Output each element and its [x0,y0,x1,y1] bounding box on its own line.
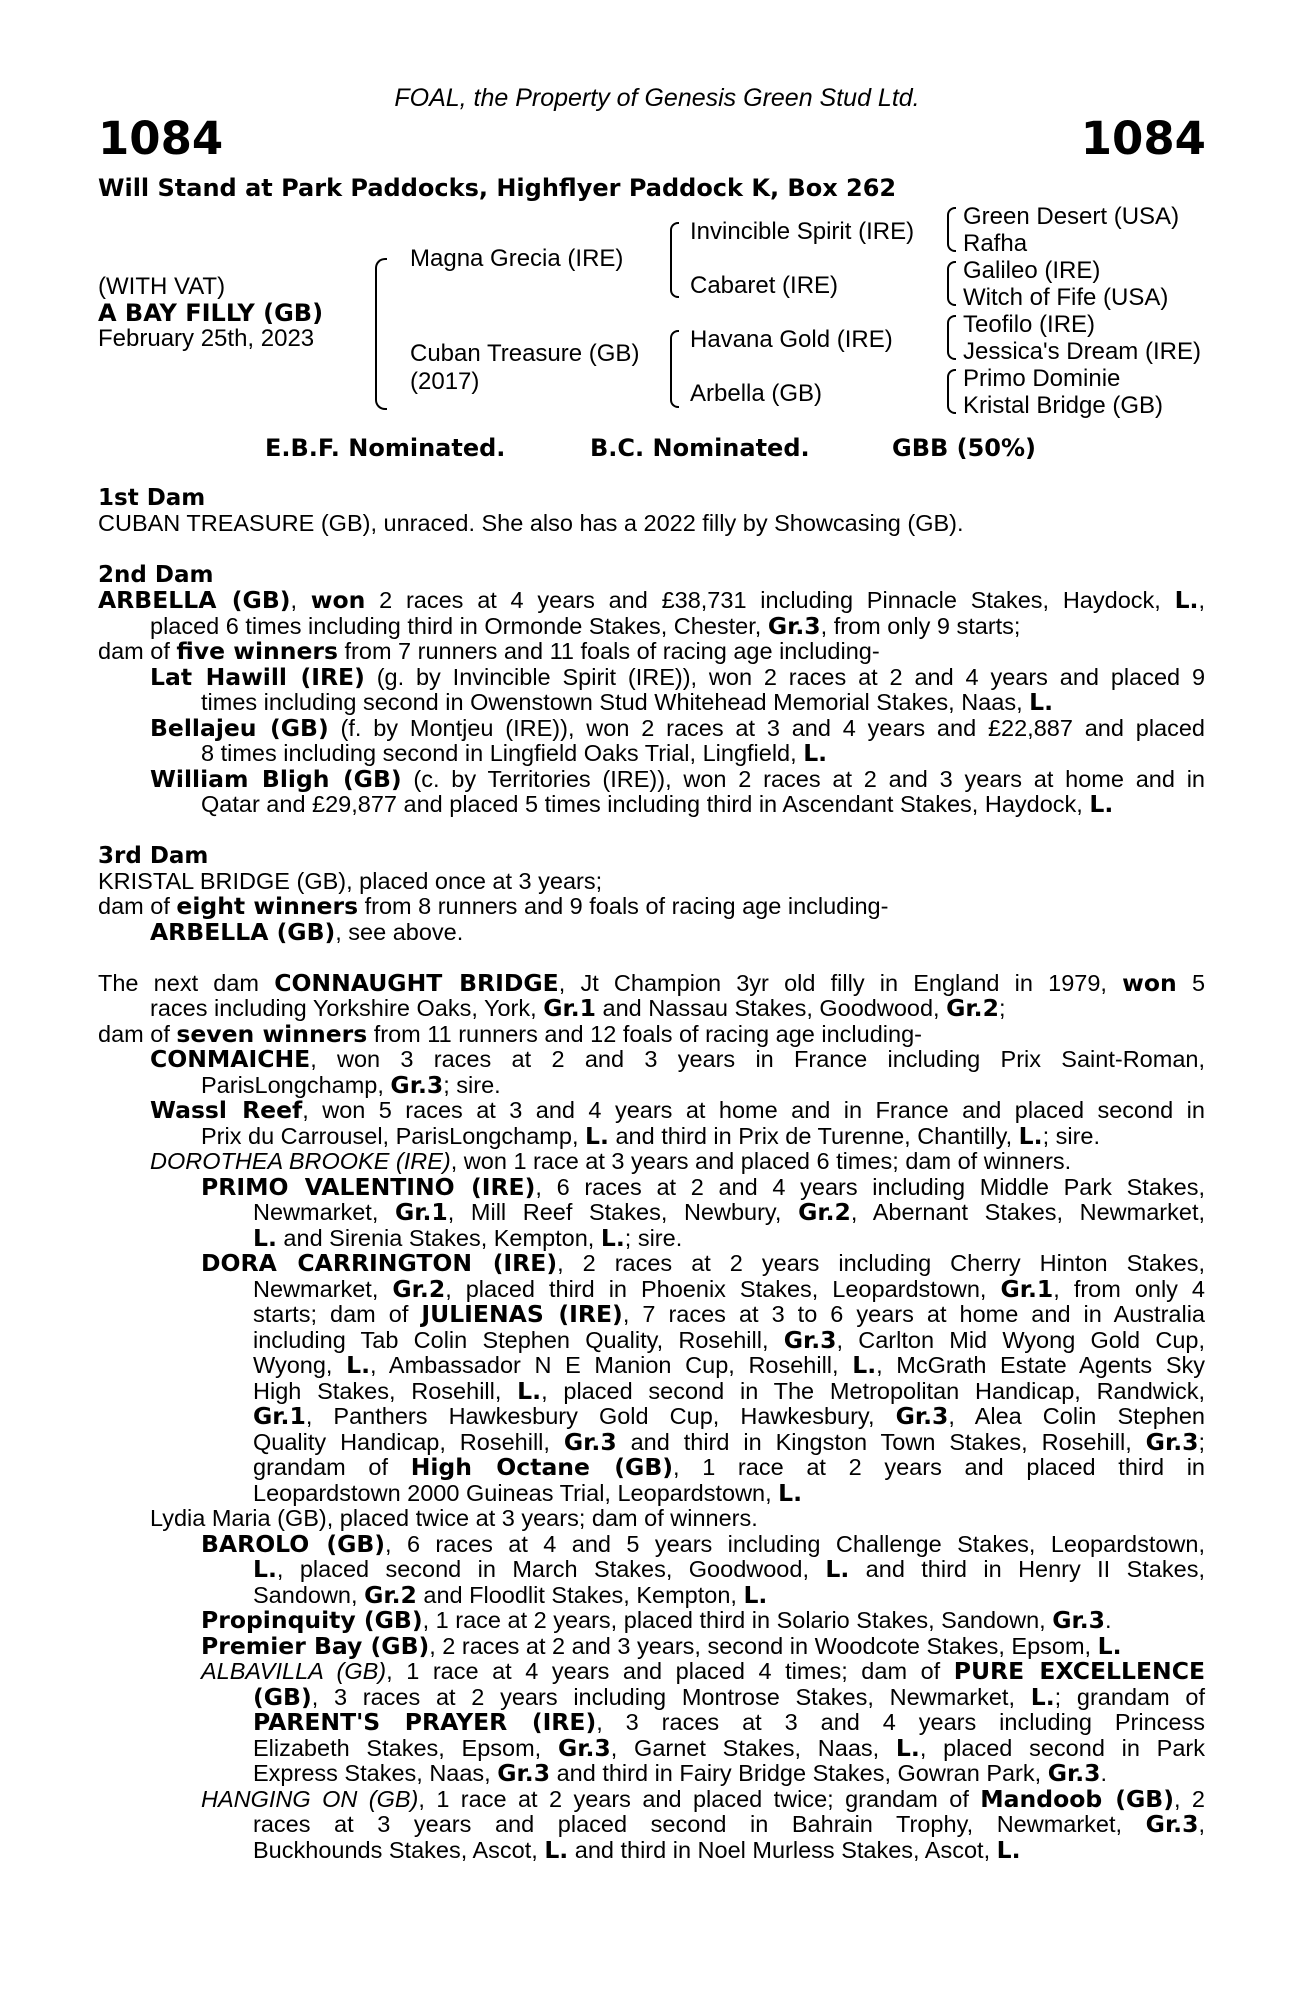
text: Leopardstown 2000 Guineas Trial, Leopardstown, [253,1480,779,1506]
text: starts; dam of [253,1301,422,1327]
sire: Magna Grecia (IRE) [410,245,624,272]
pedigree-text-line [253,1455,1205,1481]
text: , 6 races at 2 and 4 years including Middle Park Stakes, [535,1174,1205,1200]
bold-text: Lat Hawill (IRE) [150,663,365,691]
text: grandam of [253,1454,411,1480]
dam: Cuban Treasure (GB) [410,340,640,367]
text: Prix du Carrousel, ParisLongchamp, [201,1123,586,1149]
text: ; [1198,1429,1206,1455]
pedigree-text-line [150,1506,758,1532]
pedigree-text-line [201,1175,1205,1201]
text: and Nassau Stakes, Goodwood, [596,995,947,1021]
sire-sire: Invincible Spirit (IRE) [690,218,915,245]
pedigree-text-line [98,639,880,665]
bold-text: seven winners [176,1020,368,1048]
pedigree-text-line [253,1277,1205,1303]
text: , placed second in The Metropolitan Handicap, Randwick, [541,1378,1205,1404]
pedigree-text-line [201,690,1053,716]
pedigree-text-line [98,894,888,920]
bold-text: Gr.3 [497,1759,551,1787]
bold-text: Gr.3 [563,1428,617,1456]
sire-sire-sire: Green Desert (USA) [963,203,1180,230]
pedigree-text-line [201,1608,1112,1634]
first-dam-text: CUBAN TREASURE (GB), unraced. She also has a 2022 filly by Showcasing (GB). [98,510,964,536]
bold-text: Gr.1 [394,1198,448,1226]
vat-note: (WITH VAT) [98,273,226,300]
pedigree-text-line [150,1047,1205,1073]
text: Newmarket, [253,1276,393,1302]
bold-text: L. [1029,688,1054,716]
bold-text: Gr.3 [1145,1810,1199,1838]
text: , 2 races at 2 and 3 years, second in Woodcote Stakes, Epsom, [429,1633,1098,1659]
bold-text: Gr.2 [364,1581,417,1609]
bold-text: L. [743,1581,768,1609]
dam-dam-dam: Kristal Bridge (GB) [963,392,1164,419]
pedigree-text-line [253,1685,1205,1711]
pedigree-text-line [201,1532,1205,1558]
bold-text: L. [895,1734,920,1762]
pedigree-text-line [253,1379,1205,1405]
pedigree-text-line [253,1226,682,1252]
text: , won 1 race at 3 years and placed 6 times; dam of winners. [450,1148,1072,1174]
text: , placed second in March Stakes, Goodwood, [276,1556,826,1582]
pedigree-brace-dam [670,330,679,408]
pedigree-text-line [98,869,602,895]
bold-text: Gr.2 [392,1275,446,1303]
text: and Floodlit Stakes, Kempton, [416,1582,744,1608]
pedigree-text-line [201,1787,1205,1813]
text: and Sirenia Stakes, Kempton, [276,1225,601,1251]
text: and third in Henry II Stakes, [849,1556,1205,1582]
bold-text: Gr.2 [946,994,999,1022]
text: , Panthers Hawkesbury Gold Cup, Hawkesbury, [305,1403,896,1429]
text: , 1 race at 4 years and placed 4 times; dam of [386,1658,954,1684]
text: times including second in Owenstown Stud Whitehead Memorial Stakes, Naas, [201,689,1030,715]
bold-text: ARBELLA (GB) [150,918,336,946]
text: , won 3 races at 2 and 3 years in France including Prix Saint-Roman, [310,1046,1205,1072]
consignor-line: FOAL, the Property of Genesis Green Stud Ltd. [394,84,920,112]
pedigree-text-line [201,1073,501,1099]
bold-text: ARBELLA (GB) [98,586,291,614]
text: . [1100,1760,1108,1786]
dam-sire-dam: Jessica's Dream (IRE) [963,338,1201,365]
bold-text: L. [600,1224,625,1252]
bold-text: L. [544,1836,569,1864]
text: , see above. [335,919,464,945]
pedigree-text-line [150,996,1005,1022]
pedigree-text-line [201,1634,1122,1660]
text: races at 3 years and placed second in Bahrain Trophy, Newmarket, [253,1811,1146,1837]
bold-text: CONMAICHE [150,1045,311,1073]
bold-text: Propinquity (GB) [201,1606,423,1634]
bold-text: William Bligh (GB) [150,765,402,793]
text: , Abernant Stakes, Newmarket, [850,1199,1206,1225]
lot-number-left: 1084 [98,112,224,165]
text: dam of [98,893,177,919]
text: Qatar and £29,877 and placed 5 times including third in Ascendant Stakes, Haydock, [201,791,1090,817]
bold-text: PARENT'S PRAYER (IRE) [253,1708,597,1736]
bold-text: Gr.3 [895,1402,949,1430]
text: ; sire. [1042,1123,1101,1149]
text: , 1 race at 2 years and placed third in [672,1454,1205,1480]
text: , [290,587,311,613]
bold-text: L. [996,1836,1021,1864]
pedigree-text-line [253,1302,1205,1328]
pedigree-text-line [253,1200,1205,1226]
pedigree-text-line [253,1404,1205,1430]
pedigree-text-line [253,1736,1205,1762]
pedigree-text-line [201,1659,1205,1685]
text: , from only 9 starts; [820,613,1021,639]
pedigree-text-line [253,1710,1205,1736]
text: Sandown, [253,1582,365,1608]
pedigree-text-line [201,792,1113,818]
text: Newmarket, [253,1199,395,1225]
text: dam of [98,638,177,664]
text: , won 5 races at 3 and 4 years at home and in France and placed second in [302,1097,1205,1123]
bold-text: Gr.3 [783,1326,837,1354]
bold-text: L. [346,1351,371,1379]
text: . [1105,1607,1112,1633]
pedigree-text-line [253,1838,1021,1864]
pedigree-text-line [98,971,1205,997]
text: Buckhounds Stakes, Ascot, [253,1837,545,1863]
text: Elizabeth Stakes, Epsom, [253,1735,558,1761]
sire-sire-dam: Rafha [963,230,1028,257]
bold-text: Gr.1 [253,1402,306,1430]
bold-text: won [310,586,366,614]
bold-text: JULIENAS (IRE) [421,1300,623,1328]
text: , 2 races at 2 years including Cherry Hinton Stakes, [557,1250,1205,1276]
text: races including Yorkshire Oaks, York, [150,995,544,1021]
text: , Carlton Mid Wyong Gold Cup, [836,1327,1205,1353]
pedigree-text-line [253,1812,1205,1838]
bold-text: Gr.3 [1052,1606,1106,1634]
text: , Jt Champion 3yr old filly in England in 1979, [558,970,1123,996]
bold-text: (GB) [253,1683,312,1711]
ebf-nomination: E.B.F. Nominated. [265,434,506,462]
pedigree-brace-4d [947,369,956,414]
sire-dam-sire: Galileo (IRE) [963,257,1101,284]
sire-dam: Cabaret (IRE) [690,272,839,299]
first-dam-heading: 1st Dam [98,485,206,511]
bold-text: L. [585,1122,609,1150]
text: , Mill Reef Stakes, Newbury, [447,1199,799,1225]
bold-text: Mandoob (GB) [980,1785,1174,1813]
text: , 1 race at 2 years and placed twice; grandam of [418,1786,981,1812]
bold-text: L. [852,1351,877,1379]
pedigree-brace-4c [947,315,956,360]
text: , 6 races at 4 and 5 years including Challenge Stakes, Leopardstown, [385,1531,1206,1557]
text: and third in Fairy Bridge Stakes, Gowran Park, [550,1760,1048,1786]
text: ; grandam of [1054,1684,1205,1710]
pedigree-text-line [201,741,827,767]
bold-text: Wassl Reef [150,1096,303,1124]
text: , [1198,1811,1205,1837]
bold-text: won [1122,969,1177,997]
bold-text: five winners [176,637,338,665]
bold-text: High Octane (GB) [410,1453,673,1481]
italic-text: DOROTHEA BROOKE (IRE) [150,1148,451,1174]
pedigree-text-line [253,1328,1205,1354]
text: (f. by Montjeu (IRE)), won 2 races at 3 and 4 years and £22,887 and placed [328,715,1206,741]
dam-dam: Arbella (GB) [690,380,823,407]
bold-text: Gr.3 [1047,1759,1101,1787]
bold-text: eight winners [176,892,359,920]
text: from 11 runners and 12 foals of racing age including- [367,1021,922,1047]
stabling-location: Will Stand at Park Paddocks, Highflyer Paddock K, Box 262 [98,174,897,202]
text: , McGrath Estate Agents Sky [876,1352,1206,1378]
lot-number-right: 1084 [1080,112,1206,165]
pedigree-text-line [98,1022,922,1048]
pedigree-text-line [150,716,1205,742]
bold-text: Gr.3 [557,1734,611,1762]
text: from 7 runners and 11 foals of racing age including- [337,638,880,664]
pedigree-text-line [150,614,1020,640]
bold-text: DORA CARRINGTON (IRE) [201,1249,558,1277]
bold-text: Gr.3 [390,1071,444,1099]
bold-text: Bellajeu (GB) [150,714,329,742]
foaling-date: February 25th, 2023 [98,325,315,352]
text: , 7 races at 3 to 6 years at home and in Australia [622,1301,1205,1327]
text: , Ambassador N E Manion Cup, Rosehill, [370,1352,853,1378]
bc-nomination: B.C. Nominated. [590,434,810,462]
pedigree-brace-4b [947,261,956,306]
bold-text: L. [1089,790,1114,818]
pedigree-text-line [150,1149,1071,1175]
text: , 3 races at 2 years including Montrose Stakes, Newmarket, [311,1684,1031,1710]
text: 8 times including second in Lingfield Oaks Trial, Lingfield, [201,740,804,766]
bold-text: L. [253,1224,277,1252]
bold-text: PURE EXCELLENCE [953,1657,1205,1685]
text: , 1 race at 2 years, placed third in Solario Stakes, Sandown, [422,1607,1053,1633]
pedigree-text-line [253,1557,1205,1583]
dam-sire: Havana Gold (IRE) [690,326,893,353]
bold-text: L. [1018,1122,1043,1150]
text: Express Stakes, Naas, [253,1760,498,1786]
text: High Stakes, Rosehill, [253,1378,518,1404]
text: and third in Noel Murless Stakes, Ascot, [568,1837,997,1863]
text: , from only 4 [1053,1276,1206,1302]
bold-text: L. [778,1479,803,1507]
text: , placed third in Phoenix Stakes, Leopardstown, [445,1276,1001,1302]
text: ; [998,995,1006,1021]
dam-year: (2017) [410,368,480,395]
pedigree-text-line [150,1098,1205,1124]
bold-text: Gr.1 [543,994,597,1022]
dam-sire-sire: Teofilo (IRE) [963,311,1096,338]
bold-text: PRIMO VALENTINO (IRE) [201,1173,536,1201]
text: 5 [1176,970,1206,996]
text: 2 races at 4 years and £38,731 including Pinnacle Stakes, Haydock, [365,587,1175,613]
pedigree-text-line [253,1761,1107,1787]
pedigree-brace-sire [670,222,679,298]
text: KRISTAL BRIDGE (GB), placed once at 3 years; [98,868,603,894]
text: ; sire. [443,1072,501,1098]
third-dam-heading: 3rd Dam [98,843,209,869]
text: ParisLongchamp, [201,1072,391,1098]
text: , 3 races at 3 and 4 years including Princess [596,1709,1205,1735]
text: , [1198,587,1205,613]
pedigree-text-line [253,1353,1205,1379]
bold-text: CONNAUGHT BRIDGE [274,969,559,997]
pedigree-text-line [253,1430,1205,1456]
text: , Garnet Stakes, Naas, [610,1735,896,1761]
pedigree-text-line [150,665,1205,691]
text: , placed second in Park [919,1735,1205,1761]
text: including Tab Colin Stephen Quality, Rosehill, [253,1327,784,1353]
bold-text: BAROLO (GB) [201,1530,386,1558]
pedigree-text-line [150,767,1205,793]
pedigree-text-line [253,1481,802,1507]
bold-text: L. [1030,1683,1055,1711]
text: ; sire. [624,1225,683,1251]
bold-text: L. [1097,1632,1122,1660]
text: , 2 [1173,1786,1205,1812]
pedigree-text-line [150,920,463,946]
dam-dam-sire: Primo Dominie [963,365,1121,392]
text: dam of [98,1021,177,1047]
pedigree-text-line [253,1583,767,1609]
bold-text: Gr.1 [1000,1275,1054,1303]
second-dam-heading: 2nd Dam [98,562,214,588]
italic-text: ALBAVILLA (GB) [201,1658,387,1684]
pedigree-text-line [98,588,1205,614]
text: placed 6 times including third in Ormonde Stakes, Chester, [150,613,768,639]
italic-text: HANGING ON (GB) [201,1786,419,1812]
pedigree-brace-4a [947,207,956,252]
text: The next dam [98,970,275,996]
text: and third in Prix de Turenne, Chantilly, [608,1123,1019,1149]
pedigree-text-line [201,1124,1100,1150]
bold-text: Premier Bay (GB) [201,1632,430,1660]
text: Wyong, [253,1352,347,1378]
bold-text: Gr.2 [798,1198,851,1226]
pedigree-brace-main [375,258,387,410]
text: from 8 runners and 9 foals of racing age including- [358,893,889,919]
text: and third in Kingston Town Stakes, Rosehill, [616,1429,1146,1455]
text: (c. by Territories (IRE)), won 2 races at 2 and 3 years at home and in [401,766,1205,792]
pedigree-text-line [201,1251,1205,1277]
bold-text: L. [517,1377,542,1405]
text: (g. by Invincible Spirit (IRE)), won 2 races at 2 and 4 years and placed 9 [364,664,1206,690]
gbb-status: GBB (50%) [892,434,1037,462]
bold-text: Gr.3 [767,612,821,640]
bold-text: L. [825,1555,850,1583]
horse-description: A BAY FILLY (GB) [98,299,324,327]
bold-text: L. [803,739,828,767]
sire-dam-dam: Witch of Fife (USA) [963,284,1169,311]
text: , Alea Colin Stephen [948,1403,1205,1429]
bold-text: L. [1174,586,1199,614]
bold-text: L. [253,1555,277,1583]
text: Quality Handicap, Rosehill, [253,1429,564,1455]
bold-text: Gr.3 [1145,1428,1199,1456]
text: Lydia Maria (GB), placed twice at 3 years; dam of winners. [150,1505,758,1531]
